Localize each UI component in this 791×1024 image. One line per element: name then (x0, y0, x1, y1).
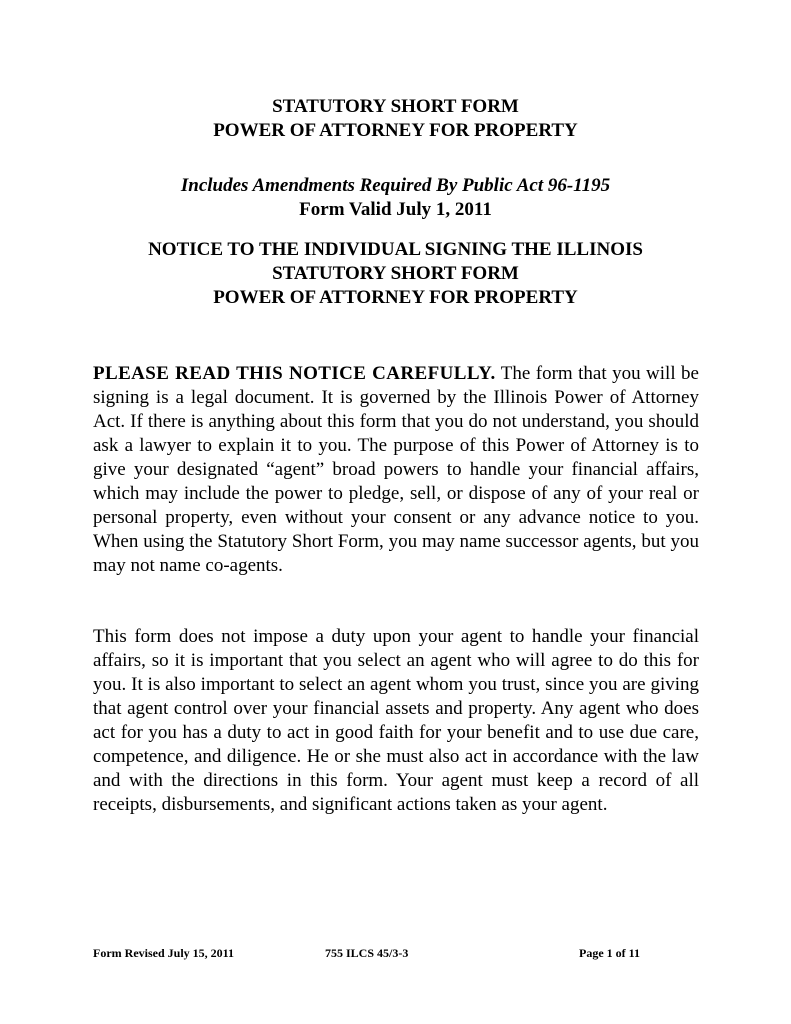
form-subtitle (0, 174, 791, 222)
notice-heading (0, 238, 791, 310)
notice-paragraph-2 (93, 625, 699, 817)
notice-lead-text: PLEASE READ THIS NOTICE CAREFULLY. (93, 363, 496, 384)
amendment-note: Includes Amendments Required By Public Act 96-1195 (180, 175, 611, 196)
form-valid-date: Form Valid July 1, 2011 (299, 199, 492, 220)
page-footer (93, 945, 699, 961)
notice-heading-line-1: NOTICE TO THE INDIVIDUAL SIGNING THE ILLINOIS (148, 239, 643, 260)
footer-revised-date: Form Revised July 15, 2011 (93, 946, 234, 960)
footer-page-number: Page 1 of 11 (579, 946, 640, 960)
title-line-2: POWER OF ATTORNEY FOR PROPERTY (213, 120, 578, 141)
form-title (0, 95, 791, 143)
notice-heading-line-3: POWER OF ATTORNEY FOR PROPERTY (213, 287, 578, 308)
title-line-1: STATUTORY SHORT FORM (272, 96, 519, 117)
footer-citation: 755 ILCS 45/3-3 (325, 946, 409, 960)
notice-paragraph-1 (93, 362, 699, 578)
notice-paragraph-2-text: This form does not impose a duty upon your agent to handle your financial affairs, so it is important that you select an agent who will agree to do this for you. It is also important to select an agent whom you trust, since you are giving that agent control over your financial assets and property. Any agent who does act for you has a duty to act in good faith for your benefit and to use due care, competence, and diligence. He or she must also act in accordance with the law and with the directions in this form. Your agent must keep a record of all receipts, disbursements, and significant actions taken as your agent. (93, 626, 699, 815)
notice-paragraph-1-text: The form that you will be signing is a legal document. It is governed by the Illinois Power of Attorney Act. If there is anything about this form that you do not understand, you should ask a lawyer to explain it to you. The purpose of this Power of Attorney is to give your designated “agent” broad powers to handle your financial affairs, which may include the power to pledge, sell, or dispose of any of your real or personal property, even without your consent or any advance notice to you. When using the Statutory Short Form, you may name successor agents, but you may not name co-agents. (93, 363, 699, 576)
notice-heading-line-2: STATUTORY SHORT FORM (272, 263, 519, 284)
